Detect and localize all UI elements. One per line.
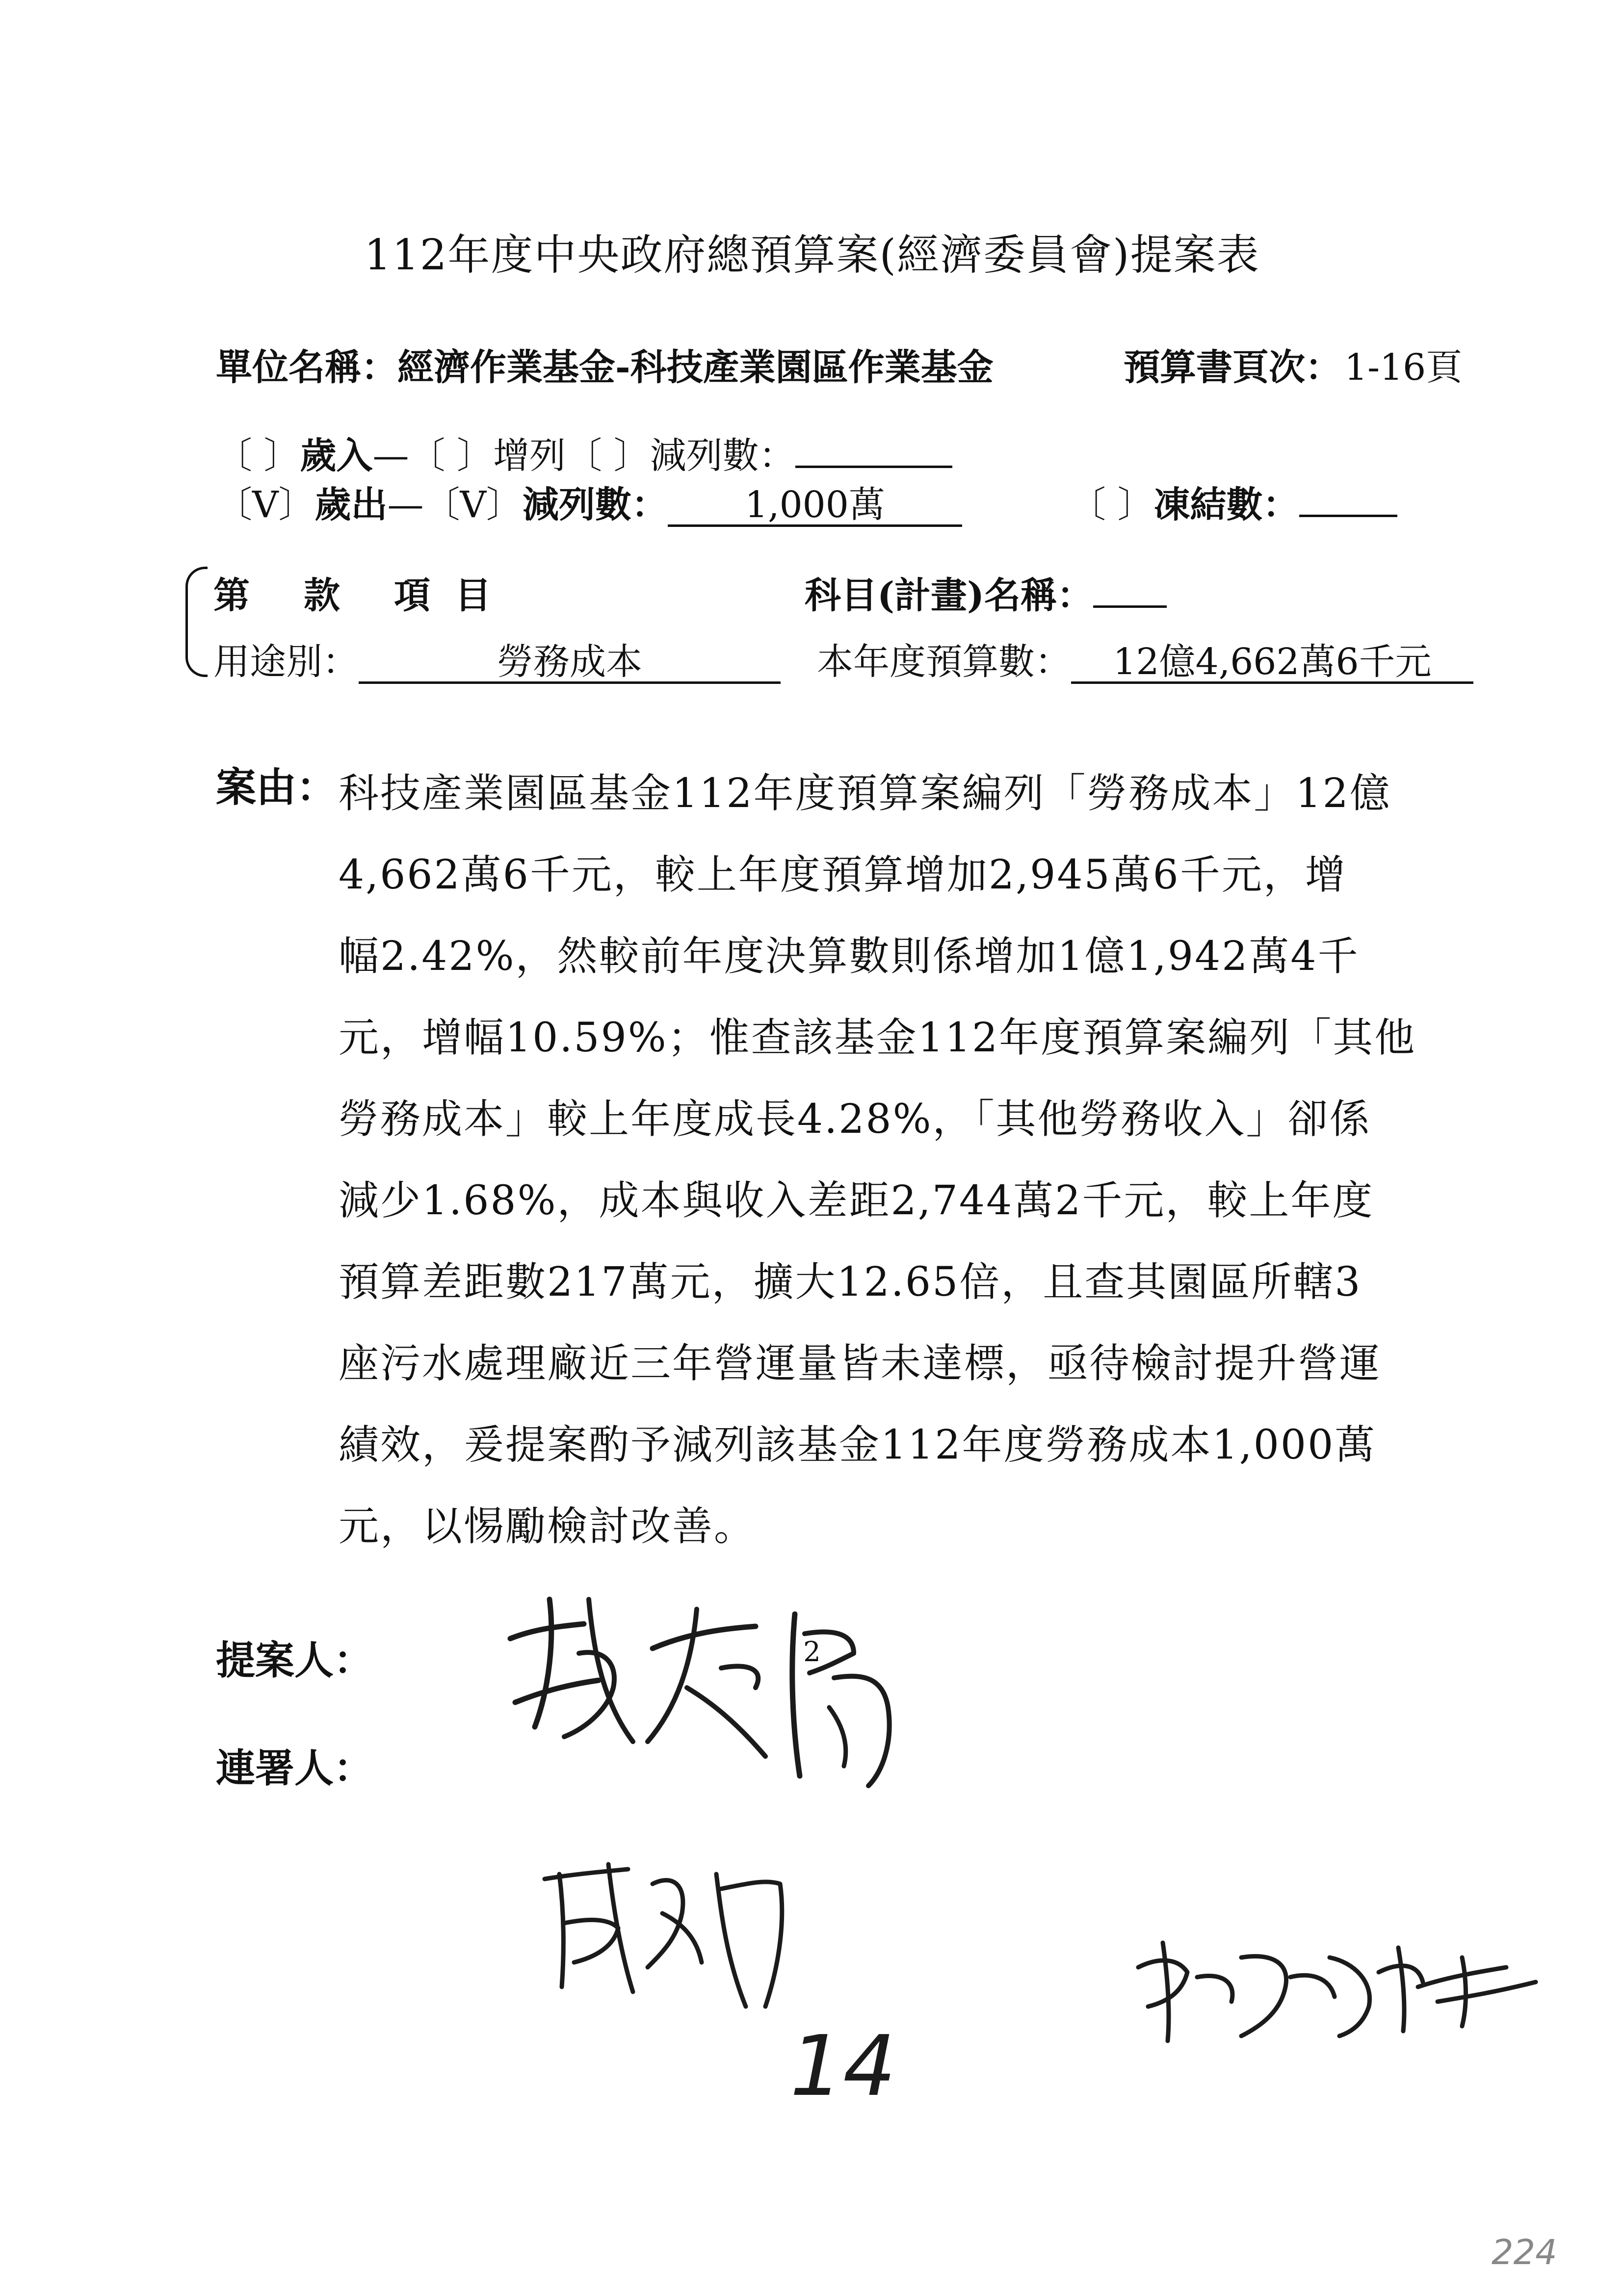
budget-label: 本年度預算數：: [817, 641, 1071, 683]
increase-label: 增列: [493, 435, 566, 477]
expense-decrease-label: 減列數：: [522, 484, 668, 526]
revenue-checkbox[interactable]: 〔 〕: [216, 435, 300, 477]
budget-group: [817, 633, 1473, 685]
reason-line: 減少1.68%，成本與收入差距2,744萬2千元，較上年度: [339, 1177, 1374, 1224]
use-value[interactable]: 勞務成本: [359, 643, 781, 684]
use-group: [213, 633, 781, 685]
reason-line: 幅2.42%，然較前年度決算數則係增加1億1,942萬4千: [339, 933, 1360, 980]
expense-dash: —: [387, 484, 424, 526]
proposer-label: 提案人：: [216, 1637, 373, 1683]
freeze-value[interactable]: [1299, 515, 1397, 517]
cosigner-signature-2: [1124, 1928, 1555, 2046]
category-item: 項: [394, 574, 430, 617]
expense-decrease-value[interactable]: 1,000萬: [668, 486, 962, 527]
subject-label: 科目(計畫)名稱：: [805, 574, 1094, 617]
reason-line: 勞務成本」較上年度成長4.28%，「其他勞務收入」卻係: [339, 1096, 1371, 1143]
budget-book-page-value: 1-16頁: [1344, 346, 1463, 389]
reason-line: 4,662萬6千元，較上年度預算增加2,945萬6千元，增: [339, 852, 1347, 898]
cosigner-signature-1: [535, 1845, 810, 2031]
use-label: 用途別：: [213, 641, 359, 683]
unit-name: 經濟作業基金-科技產業園區作業基金: [397, 346, 994, 389]
handwritten-mark-text: 14: [790, 2018, 896, 2115]
handwritten-mark: [785, 2018, 932, 2115]
expense-line: [216, 476, 962, 528]
reason-line: 元，以惕勵檢討改善。: [339, 1503, 756, 1550]
revenue-decrease-label: 減列數：: [650, 435, 795, 477]
reason-line: 元，增幅10.59%；惟查該基金112年度預算案編列「其他: [339, 1015, 1416, 1061]
budget-book-page-label: 預算書頁次：: [1124, 346, 1341, 389]
category-brace: [185, 567, 208, 677]
proposer-signature: [491, 1580, 913, 1815]
category-section: 第: [213, 574, 250, 617]
revenue-dash: —: [372, 435, 409, 477]
decrease-checkbox[interactable]: 〔 〕: [566, 435, 650, 477]
reason-line: 績效，爰提案酌予減列該基金112年度勞務成本1,000萬: [339, 1422, 1377, 1468]
cosigner-label: 連署人：: [216, 1745, 373, 1791]
expense-checkbox[interactable]: 〔V〕: [216, 484, 315, 526]
freeze-checkbox[interactable]: 〔 〕: [1070, 484, 1154, 526]
subject-group: [805, 567, 1167, 619]
category-section-item: [213, 567, 491, 619]
category-subitem: 目: [455, 574, 491, 617]
reason-line: 座污水處理廠近三年營運量皆未達標，亟待檢討提升營運: [339, 1340, 1382, 1387]
reason-line: 預算差距數217萬元，擴大12.65倍，且查其園區所轄3: [339, 1259, 1362, 1305]
reason-label: 案由：: [216, 764, 337, 811]
increase-checkbox[interactable]: 〔 〕: [409, 435, 494, 477]
reason-body: [339, 753, 1457, 1567]
page-number: 2: [803, 1636, 821, 1668]
page-title: 112年度中央政府總預算案(經濟委員會)提案表: [364, 231, 1260, 280]
expense-decrease-checkbox[interactable]: 〔V〕: [423, 484, 523, 526]
freeze-label: 凍結數：: [1153, 484, 1299, 526]
unit-label: 單位名稱：: [216, 346, 397, 389]
revenue-line: [216, 427, 952, 479]
category-paragraph: 款: [304, 574, 340, 617]
budget-value[interactable]: 12億4,662萬6千元: [1071, 643, 1473, 684]
reason-line: 科技產業園區基金112年度預算案編列「勞務成本」12億: [339, 770, 1391, 817]
freeze-group: [1070, 476, 1397, 528]
expense-label: 歲出: [314, 484, 388, 526]
revenue-decrease-value[interactable]: [795, 466, 952, 468]
subject-value[interactable]: [1093, 605, 1167, 608]
corner-number: 224: [1492, 2232, 1557, 2272]
revenue-label: 歲入: [300, 435, 373, 477]
